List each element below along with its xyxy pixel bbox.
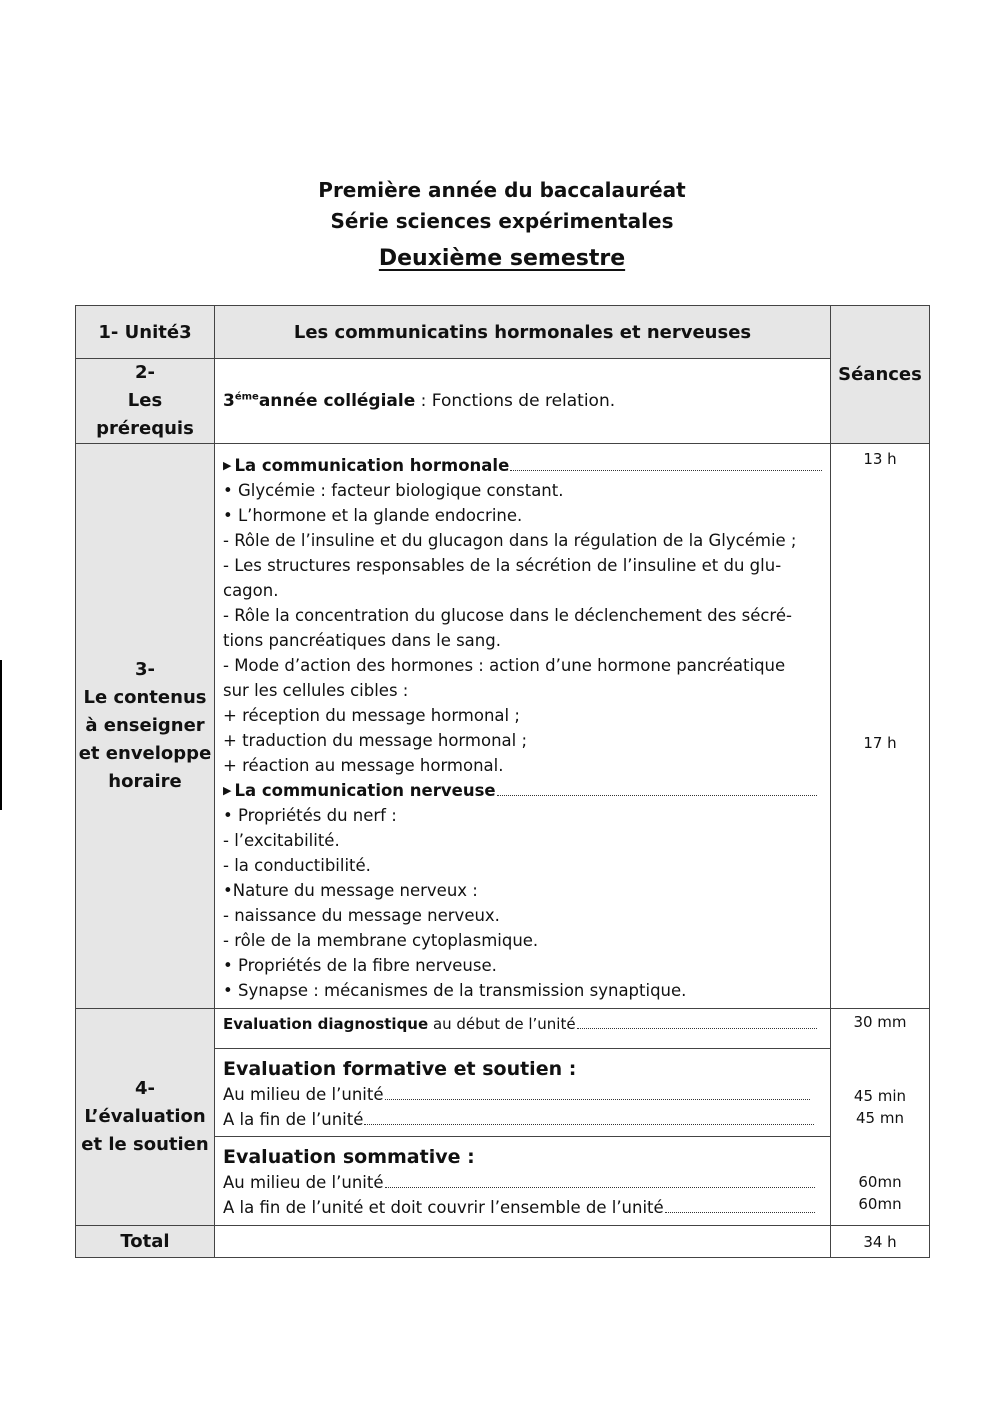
eval-sommative-line (223, 1170, 822, 1195)
eval-sommative-mid: Au milieu de l’unité (223, 1173, 384, 1192)
eval-formative (215, 1049, 830, 1137)
evaluation-label (76, 1009, 215, 1226)
eval-formative-title: Evaluation formative et soutien : (223, 1058, 577, 1080)
evaluation-label-line: L’évaluation (84, 1106, 206, 1127)
content-line: • Synapse : mécanismes de la transmission synaptique. (223, 981, 687, 1000)
contents-label-line: horaire (108, 771, 182, 792)
content-line: • Propriétés de la fibre nerveuse. (223, 956, 497, 975)
eval-sommative-title: Evaluation sommative : (223, 1146, 475, 1168)
content-line: - Rôle de l’insuline et du glucagon dans la régulation de la Glycémie ; (223, 531, 797, 550)
eval-diagnostic-title: Evaluation diagnostique (223, 1015, 429, 1033)
evaluation-seances (831, 1009, 930, 1226)
eval-formative-line (223, 1107, 822, 1132)
content-line: - naissance du message nerveux. (223, 906, 500, 925)
contents-number: 3- (135, 659, 155, 680)
content-line: tions pancréatiques dans le sang. (223, 631, 501, 650)
content-line: - la conductibilité. (223, 856, 371, 875)
contents-label (76, 444, 215, 1009)
section-nervous-list (223, 803, 822, 1003)
content-line: + réception du message hormonal ; (223, 706, 520, 725)
section-hormonal-list (223, 478, 822, 778)
triangle-bullet-icon: ▶ (223, 459, 232, 472)
content-line: - Rôle la concentration du glucose dans le déclenchement des sécré- (223, 606, 792, 625)
leader-dots (385, 1177, 815, 1188)
leader-dots (364, 1114, 814, 1125)
seance-formative-2: 45 mn (856, 1109, 904, 1127)
eval-sommative-end: A la fin de l’unité et doit couvrir l’ensemble de l’unité (223, 1198, 664, 1217)
total-label: Total (76, 1226, 215, 1258)
seance-sommative-2: 60mn (858, 1195, 902, 1213)
content-line: - l’excitabilité. (223, 831, 340, 850)
contents-seances (831, 444, 930, 1009)
title-level: Première année du baccalauréat (318, 178, 686, 202)
leader-dots (385, 1089, 810, 1100)
total-value: 34 h (831, 1226, 930, 1258)
seances-header: Séances (831, 306, 930, 444)
prereq-sup: éme (234, 391, 259, 403)
eval-formative-line (223, 1082, 822, 1107)
prereq-bold: année collégiale (258, 391, 416, 411)
section-nervous-heading (223, 778, 822, 803)
leader-dots (665, 1202, 815, 1213)
seance-nervous: 17 h (863, 734, 897, 752)
contents-label-line: Le contenus (83, 687, 207, 708)
content-line: • Propriétés du nerf : (223, 806, 397, 825)
prereq-prefix: 3 (223, 391, 235, 411)
row-evaluation (76, 1009, 930, 1226)
seance-diagnostic: 30 mm (853, 1013, 907, 1031)
title-series: Série sciences expérimentales (330, 209, 674, 233)
row-contents (76, 444, 930, 1009)
unit-title: Les communicatins hormonales et nerveuses (215, 306, 831, 359)
contents-body (215, 444, 831, 1009)
leader-dots (510, 460, 822, 471)
seance-sommative-1: 60mn (858, 1173, 902, 1191)
evaluation-body (215, 1009, 831, 1226)
program-table (75, 305, 930, 1258)
section-hormonal-heading (223, 453, 822, 478)
leader-dots (497, 785, 817, 796)
content-line: - rôle de la membrane cytoplasmique. (223, 931, 539, 950)
leader-dots (577, 1018, 817, 1029)
eval-formative-mid: Au milieu de l’unité (223, 1085, 384, 1104)
content-line: + traduction du message hormonal ; (223, 731, 528, 750)
prerequisites-label (76, 359, 215, 444)
content-line: - Les structures responsables de la sécrétion de l’insuline et du glu- (223, 556, 782, 575)
prerequisites-number: 2- (135, 362, 155, 383)
eval-formative-end: A la fin de l’unité (223, 1110, 364, 1129)
eval-sommative (215, 1137, 830, 1224)
row-unit (76, 306, 930, 359)
contents-label-line: à enseigner (85, 715, 205, 736)
content-line: - Mode d’action des hormones : action d’une hormone pancréatique (223, 656, 786, 675)
eval-diagnostic (215, 1009, 830, 1049)
left-edge-mark (0, 660, 2, 810)
row-prerequisites (76, 359, 930, 444)
content-line: • L’hormone et la glande endocrine. (223, 506, 523, 525)
contents-label-line: et enveloppe (78, 743, 212, 764)
unit-label: 1- Unité3 (76, 306, 215, 359)
eval-diagnostic-text: au début de l’unité (428, 1015, 576, 1033)
prereq-text: : Fonctions de relation. (415, 391, 616, 411)
content-line: + réaction au message hormonal. (223, 756, 504, 775)
section-hormonal-title: La communication hormonale (234, 456, 510, 475)
seance-hormonal: 13 h (863, 450, 897, 468)
section-nervous-title: La communication nerveuse (234, 781, 496, 800)
content-line: • Glycémie : facteur biologique constant. (223, 481, 564, 500)
title-semester: Deuxième semestre (378, 246, 626, 271)
total-empty (215, 1226, 831, 1258)
row-total (76, 1226, 930, 1258)
triangle-bullet-icon: ▶ (223, 784, 232, 797)
evaluation-number: 4- (135, 1078, 155, 1099)
content-line: •Nature du message nerveux : (223, 881, 478, 900)
content-line: cagon. (223, 581, 279, 600)
prerequisites-content (215, 359, 831, 444)
content-line: sur les cellules cibles : (223, 681, 409, 700)
prerequisites-text: Les prérequis (96, 390, 194, 439)
eval-sommative-line (223, 1195, 822, 1220)
seance-formative-1: 45 min (853, 1087, 907, 1105)
evaluation-label-line: et le soutien (81, 1134, 209, 1155)
